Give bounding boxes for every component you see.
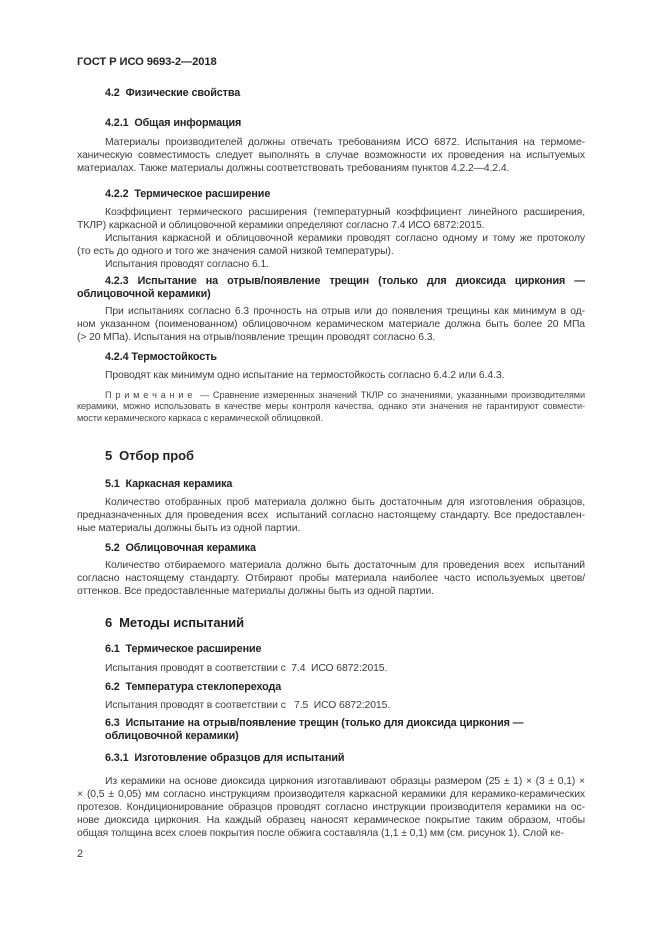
text-line: Испытания проводят в соответствии с 7.5 ИСО 6872:2015.	[105, 699, 391, 711]
paragraph-4-2-4	[77, 369, 585, 382]
text-line: облицовочной керамики)	[77, 288, 211, 300]
text-line: ханическую совместимость следует выполнять в случае возможности их проведения на испытуемых	[77, 150, 585, 161]
text-line: Количество отбираемого материала должно быть достаточным для проведения всех испытаний	[105, 559, 585, 571]
text-line: согласно настоящему стандарту. Отбирают пробы материала наиболее часто используемых цветов/	[77, 572, 585, 584]
paragraph-6-3-1	[77, 775, 585, 840]
page-number: 2	[77, 847, 83, 860]
text-line: 6.3 Испытание на отрыв/появление трещин (только для диоксида циркония —	[105, 716, 524, 729]
heading-4-2-2: 4.2.2 Термическое расширение	[105, 188, 271, 200]
text-line: мости керамического каркаса с керамической облицовкой.	[77, 412, 323, 423]
heading-4-2-3	[77, 275, 585, 301]
text-line: керамики, можно использовать в качестве меры контроля качества, однако эти значения не гарантируют совмести-	[77, 401, 585, 412]
heading-4-2: 4.2 Физические свойства	[105, 87, 241, 99]
text-line: материалах. Также материалы должны соответствовать требованиям пунктов 4.2.2—4.2.4.	[77, 163, 510, 174]
text-line: ные материалы должны быть из одной партии.	[77, 522, 301, 534]
text-line: Количество отобранных проб материала должно быть достаточным для изготовления образцов,	[105, 496, 585, 508]
text-line: При испытаниях согласно 6.3 прочность на отрыв или до появления трещины как минимум в од-	[105, 306, 585, 317]
text-line: Проводят как минимум одно испытание на термостойкость согласно 6.4.2 или 6.4.3.	[105, 370, 505, 381]
heading-6-2: 6.2 Температура стеклоперехода	[105, 680, 282, 693]
text-line: ном указанном (поименованном) облицовочном керамическом материале должна быть более 20 МПа	[77, 319, 585, 330]
paragraph-4-2-2-c	[77, 258, 585, 271]
text-line: оттенков. Все предоставленные материалы должны быть из одной партии.	[77, 585, 434, 597]
text-line: предназначенных для проведения всех испытаний согласно настоящему стандарту. Все предоставлен-	[77, 509, 585, 521]
text-line: 4.2.3 Испытание на отрыв/появление трещин (только для диоксида циркония —	[105, 275, 585, 287]
text-line: нове диоксида циркония. На каждый образец наносят керамическое покрытие таким образом, чтобы	[77, 814, 585, 826]
heading-6: 6 Методы испытаний	[105, 614, 244, 630]
text-line: П р и м е ч а н и е — Сравнение измеренных значений ТКЛР со значениями, указанными производителями	[105, 390, 585, 400]
running-header: ГОСТ Р ИСО 9693-2—2018	[77, 56, 217, 68]
text-line: Испытания каркасной и облицовочной керамики проводят согласно одному и тому же протоколу	[105, 233, 585, 244]
text-line: × (0,5 ± 0,05) мм согласно инструкциям производителя каркасной керамики для керамико-керамических	[77, 788, 585, 800]
heading-6-3	[77, 717, 585, 743]
paragraph-4-2-3	[77, 305, 585, 344]
paragraph-5-2	[77, 559, 585, 598]
heading-5-1: 5.1 Каркасная керамика	[105, 477, 233, 490]
heading-4-2-1: 4.2.1 Общая информация	[105, 117, 242, 129]
paragraph-4-2-2-a	[77, 206, 585, 232]
paragraph-4-2-2-b	[77, 232, 585, 258]
text-line: Испытания проводят согласно 6.1.	[105, 259, 269, 270]
text-line: общая толщина всех слоев покрытия после обжига составляла (1,1 ± 0,1) мм (см. рисунок 1). Слой ке-	[77, 827, 564, 839]
note-4-2-4	[77, 390, 585, 424]
heading-6-1: 6.1 Термическое расширение	[105, 642, 262, 655]
paragraph-6-2	[77, 699, 585, 712]
text-line: Коэффициент термического расширения (температурный коэффициент линейного расширения,	[105, 207, 585, 218]
paragraph-5-1	[77, 496, 585, 535]
text-line: протезов. Кондиционирование образцов проводят согласно инструкции производителя керамики на ос-	[77, 801, 585, 813]
text-line: Материалы производителей должны отвечать требованиям ИСО 6872. Испытания на термоме-	[105, 137, 585, 148]
heading-6-3-1: 6.3.1 Изготовление образцов для испытаний	[105, 751, 345, 764]
text-line: Из керамики на основе диоксида циркония изготавливают образцы размером (25 ± 1) × (3 ± 0,1) ×	[105, 775, 585, 787]
heading-5-2: 5.2 Облицовочная керамика	[105, 541, 256, 554]
text-line: облицовочной керамики)	[105, 729, 239, 742]
text-line: (то есть до одного и того же значения самой низкой температуры).	[77, 246, 394, 257]
paragraph-6-1	[77, 662, 585, 675]
text-line: ТКЛР) каркасной и облицовочной керамики определяют согласно 7.4 ИСО 6872:2015.	[77, 220, 485, 231]
paragraph-4-2-1	[77, 136, 585, 175]
heading-4-2-4: 4.2.4 Термостойкость	[105, 351, 217, 363]
heading-5: 5 Отбор проб	[105, 447, 194, 463]
text-line: (> 20 МПа). Испытания на отрыв/появление трещин проводят согласно 6.3.	[77, 332, 436, 343]
text-line: Испытания проводят в соответствии с 7.4 ИСО 6872:2015.	[105, 662, 388, 674]
